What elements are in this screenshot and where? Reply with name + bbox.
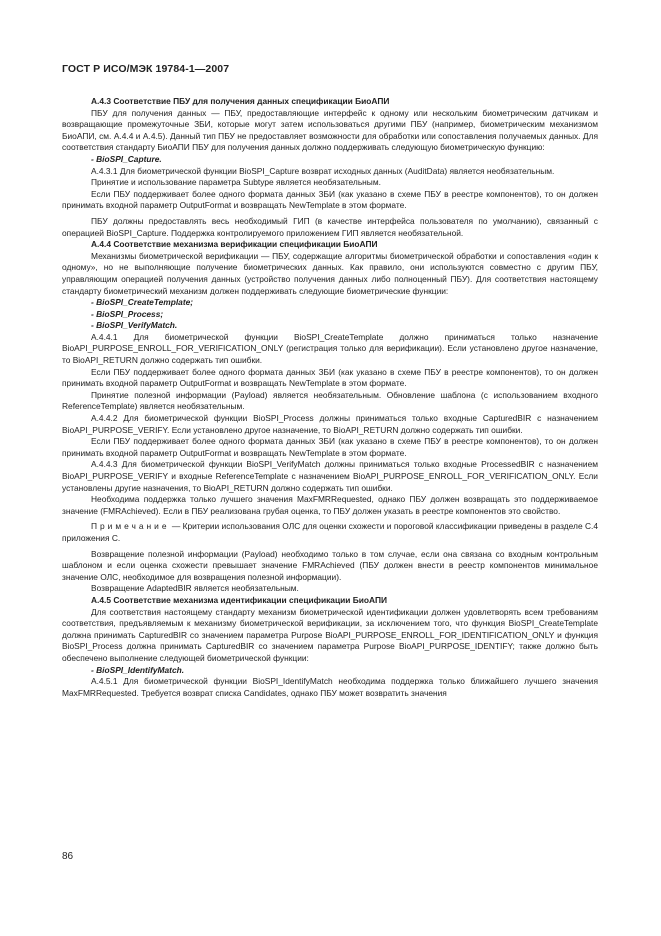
body-paragraph: Механизмы биометрической верификации — ПБУ, содержащие алгоритмы биометрической обработки и сопоставления «один к одному», но не выполняющие получение биометрических данных. Как правило, они используются совместно с другим ПБУ, управляющим операцией получения данных (устройство получения данных либо полноценный ПБУ). Для соответствия настоящему стандарту биометрический механизм должен поддерживать следующие биометрические функции: bbox=[62, 250, 598, 296]
body-paragraph: А.4.5.1 Для биометрической функции BioSPI_IdentifyMatch необходима поддержка только ближайшего лучшего значения MaxFMRRequested. Требуется возврат списка Candidates, однако ПБУ может возвратить значения bbox=[62, 676, 598, 698]
note-paragraph bbox=[62, 521, 598, 544]
section-heading: А.4.5 Соответствие механизма идентификации спецификации БиоАПИ bbox=[91, 594, 387, 605]
body-paragraph: Для соответствия настоящему стандарту механизм биометрической идентификации должен удовлетворять всем требованиям соответствия, предъявляемым к механизму биометрической верификации, за исключением того, что функция BioSPI_CreateTemplate должна принимать CapturedBIR со значением параметра Purpose BioAPI_PURPOSE_ENROLL_FOR_IDENTIFICATION_ONLY и функция BioSPI_Process должна принимать CapturedBIR со значением параметра Purpose BioAPI_PURPOSE_IDENTIFY; также должно быть обеспечено выполнение следующей биометрической функции: bbox=[62, 606, 598, 663]
function-list-item: - BioSPI_VerifyMatch. bbox=[91, 320, 178, 331]
body-paragraph: ПБУ должны предоставлять весь необходимый ГИП (в качестве интерфейса пользователя по умолчанию), связанный с операцией BioSPI_Capture. Поддержка контролируемого приложением ГИП является необязательной. bbox=[62, 215, 598, 238]
body-paragraph: Возвращение AdaptedBIR является необязательным. bbox=[91, 583, 299, 594]
function-list-item: - BioSPI_Process; bbox=[91, 308, 164, 319]
function-list-item: - BioSPI_CreateTemplate; bbox=[91, 297, 194, 308]
function-list-item: - BioSPI_Capture. bbox=[91, 153, 162, 164]
body-paragraph: Принятие полезной информации (Payload) является необязательным. Обновление шаблона (с использованием входного ReferenceTemplate) является необязательным. bbox=[62, 389, 598, 412]
body-paragraph: ПБУ для получения данных — ПБУ, предоставляющие интерфейс к одному или нескольким биометрическим датчикам и возвращающие промежуточные ЗБИ, которые могут затем использоваться другими ПБУ (например, биометрическим механизмом БиоАПИ, см. А.4.4 и А.4.5). Данный тип ПБУ не предоставляет возможности для обработки или сопоставления получаемых данных. Для соответствия стандарту БиоАПИ ПБУ для получения данных должно поддерживать следующую биометрическую функцию: bbox=[62, 107, 598, 153]
note-label: Примечание bbox=[91, 521, 170, 532]
body-paragraph: А.4.4.3 Для биометрической функции BioSPI_VerifyMatch должны приниматься только входные ProcessedBIR с назначением BioAPI_PURPOSE_VERIFY и входные ReferenceTemplate с назначением BioAPI_PURPOSE_ENROLL_FOR_VERIFICATION_ONLY. Если установлены другие назначения, то BioAPI_RETURN должно содержать тип ошибки. bbox=[62, 459, 598, 493]
page-header-title: ГОСТ Р ИСО/МЭК 19784-1—2007 bbox=[62, 63, 230, 75]
page-number: 86 bbox=[62, 851, 74, 862]
body-paragraph: Возвращение полезной информации (Payload) необходимо только в том случае, если она связана со входным контрольным шаблоном и если оценка схожести превышает значение FMRAchieved (ПБУ должен внести в реестр компонентов минимальное значение ОЛС, необходимое для возвращения полезной информации). bbox=[62, 548, 598, 582]
body-paragraph: А.4.4.2 Для биометрической функции BioSPI_Process должны приниматься только входные CapturedBIR с назначением BioAPI_PURPOSE_VERIFY. Если установлено другое назначение, то BioAPI_RETURN должно содержать тип ошибки. bbox=[62, 413, 598, 435]
document-body bbox=[62, 96, 598, 699]
section-heading: А.4.4 Соответствие механизма верификации спецификации БиоАПИ bbox=[91, 239, 378, 250]
body-paragraph: Необходима поддержка только лучшего значения MaxFMRRequested, однако ПБУ должен возвращать это поддерживаемое значение (FMRAchieved). Если в ПБУ реализована грубая оценка, то ПБУ должен указать в реестре компонентов это свойство. bbox=[62, 494, 598, 516]
body-paragraph: А.4.4.1 Для биометрической функции BioSPI_CreateTemplate должно приниматься только назначение BioAPI_PURPOSE_ENROLL_FOR_VERIFICATION_ONLY (регистрация только для верификации). Если установлено другое назначение, то BioAPI_RETURN должно содержать тип ошибки. bbox=[62, 331, 598, 366]
body-paragraph: Если ПБУ поддерживает более одного формата данных ЗБИ (как указано в схеме ПБУ в реестре компонентов), то он должен принимать входной параметр OutputFormat и возвращать NewTemplate в этом формате. bbox=[62, 436, 598, 458]
note-text: — Критерии использования ОЛС для оценки схожести и пороговой классификации приведены в разделе С.4 приложения С. bbox=[62, 521, 598, 543]
body-paragraph: А.4.3.1 Для биометрической функции BioSPI_Capture возврат исходных данных (AuditData) является необязательным. bbox=[91, 165, 555, 176]
body-paragraph: Если ПБУ поддерживает более одного формата данных ЗБИ (как указано в схеме ПБУ в реестре компонентов), то он должен принимать входной параметр OutputFormat и возвращать NewTemplate в этом формате. bbox=[62, 188, 598, 211]
body-paragraph: Если ПБУ поддерживает более одного формата данных ЗБИ (как указано в схеме ПБУ в реестре компонентов), то он должен принимать входной параметр OutputFormat и возвращать NewTemplate в этом формате. bbox=[62, 366, 598, 389]
function-list-item: - BioSPI_IdentifyMatch. bbox=[91, 664, 185, 675]
section-heading: А.4.3 Соответствие ПБУ для получения данных спецификации БиоАПИ bbox=[91, 96, 390, 106]
body-paragraph: Принятие и использование параметра Subtype является необязательным. bbox=[91, 177, 381, 188]
